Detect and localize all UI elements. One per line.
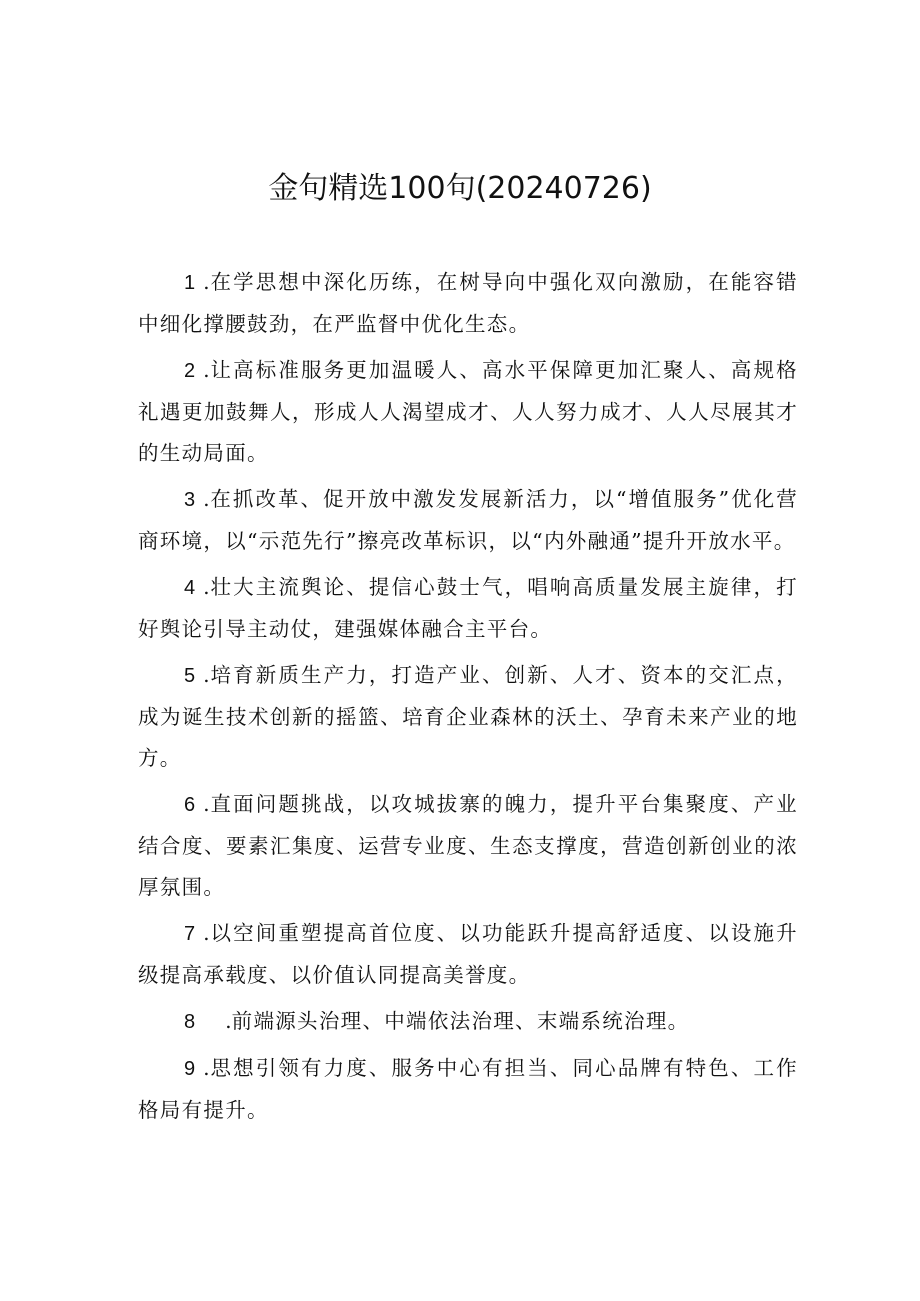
list-item-9: 9 .思想引领有力度、服务中心有担当、同心品牌有特色、工作格局有提升。 (138, 1056, 798, 1122)
item-text: 在学思想中深化历练，在树导向中强化双向激励，在能容错中细化撑腰鼓劲，在严监督中优化生态。 (138, 270, 798, 336)
item-text: 前端源头治理、中端依法治理、末端系统治理。 (231, 1009, 690, 1033)
item-text: 让高标准服务更加温暖人、高水平保障更加汇聚人、高规格礼遇更加鼓舞人，形成人人渴望成才、人人努力成才、人人尽展其才的生动局面。 (138, 358, 798, 465)
list-item-2: 2 .让高标准服务更加温暖人、高水平保障更加汇聚人、高规格礼遇更加鼓舞人，形成人人渴望成才、人人努力成才、人人尽展其才的生动局面。 (138, 358, 798, 465)
item-number: 7 (184, 923, 196, 945)
list-item-5: 5 .培育新质生产力，打造产业、创新、人才、资本的交汇点，成为诞生技术创新的摇篮、培育企业森林的沃土、孕育未来产业的地方。 (138, 663, 798, 770)
item-text: 以空间重塑提高首位度、以功能跃升提高舒适度、以设施升级提高承载度、以价值认同提高美誉度。 (138, 921, 798, 987)
item-number: 2 (184, 360, 196, 382)
item-number: 3 (184, 489, 196, 511)
item-text: 在抓改革、促开放中激发发展新活力，以“增值服务”优化营商环境，以“示范先行”擦亮改革标识，以“内外融通”提升开放水平。 (138, 487, 798, 553)
list-item-3: 3 .在抓改革、促开放中激发发展新活力，以“增值服务”优化营商环境，以“示范先行”擦亮改革标识，以“内外融通”提升开放水平。 (138, 487, 798, 553)
list-item-6: 6 .直面问题挑战，以攻城拔寨的魄力，提升平台集聚度、产业结合度、要素汇集度、运营专业度、生态支撑度，营造创新创业的浓厚氛围。 (138, 792, 798, 899)
item-text: 直面问题挑战，以攻城拔寨的魄力，提升平台集聚度、产业结合度、要素汇集度、运营专业度、生态支撑度，营造创新创业的浓厚氛围。 (138, 792, 798, 899)
list-item-4: 4 .壮大主流舆论、提信心鼓士气，唱响高质量发展主旋律，打好舆论引导主动仗，建强媒体融合主平台。 (138, 575, 798, 641)
item-number: 9 (184, 1058, 196, 1080)
item-number: 5 (184, 665, 196, 687)
list-item-1: 1 .在学思想中深化历练，在树导向中强化双向激励，在能容错中细化撑腰鼓劲，在严监督中优化生态。 (138, 270, 798, 336)
document-body (138, 262, 798, 1136)
list-item-8: 8 .前端源头治理、中端依法治理、末端系统治理。 (184, 1009, 690, 1033)
document-title: 金句精选100句(20240726) (268, 171, 652, 206)
item-number: 6 (184, 794, 196, 816)
item-number: 1 (184, 272, 196, 294)
item-number: 8 (184, 1011, 196, 1033)
item-text: 壮大主流舆论、提信心鼓士气，唱响高质量发展主旋律，打好舆论引导主动仗，建强媒体融合主平台。 (138, 575, 798, 641)
item-number: 4 (184, 577, 196, 599)
item-text: 培育新质生产力，打造产业、创新、人才、资本的交汇点，成为诞生技术创新的摇篮、培育企业森林的沃土、孕育未来产业的地方。 (138, 663, 798, 770)
list-item-7: 7 .以空间重塑提高首位度、以功能跃升提高舒适度、以设施升级提高承载度、以价值认同提高美誉度。 (138, 921, 798, 987)
item-text: 思想引领有力度、服务中心有担当、同心品牌有特色、工作格局有提升。 (138, 1056, 798, 1122)
